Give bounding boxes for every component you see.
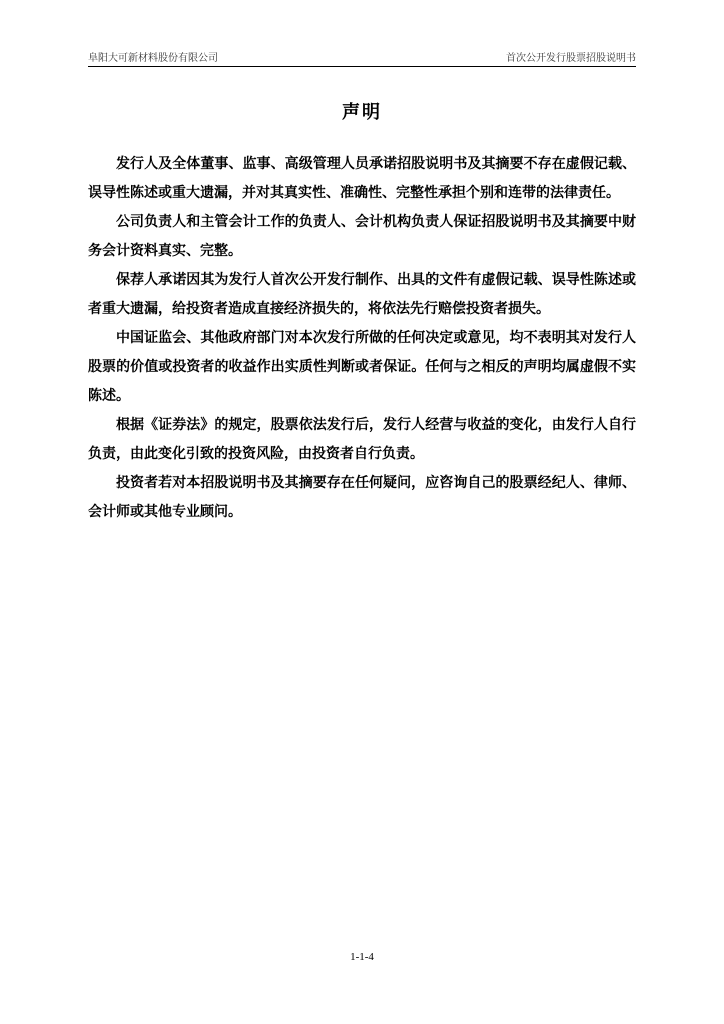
- page-title: 声明: [342, 102, 382, 123]
- statement-body: [88, 150, 636, 527]
- header-company-name: 阜阳大可新材料股份有限公司: [88, 53, 218, 64]
- page-header: [88, 50, 636, 67]
- header-document-title: 首次公开发行股票招股说明书: [506, 53, 636, 64]
- statement-paragraph: 中国证监会、其他政府部门对本次发行所做的任何决定或意见，均不表明其对发行人股票的价值或投资者的收益作出实质性判断或者保证。任何与之相反的声明均属虚假不实陈述。: [88, 330, 636, 404]
- statement-paragraph: 投资者若对本招股说明书及其摘要存在任何疑问，应咨询自己的股票经纪人、律师、会计师或其他专业顾问。: [88, 475, 636, 520]
- page-number: 1-1-4: [350, 951, 374, 963]
- statement-paragraph: 保荐人承诺因其为发行人首次公开发行制作、出具的文件有虚假记载、误导性陈述或者重大遗漏，给投资者造成直接经济损失的，将依法先行赔偿投资者损失。: [88, 272, 636, 317]
- statement-paragraph: 发行人及全体董事、监事、高级管理人员承诺招股说明书及其摘要不存在虚假记载、误导性陈述或重大遗漏，并对其真实性、准确性、完整性承担个别和连带的法律责任。: [88, 156, 636, 201]
- statement-paragraph: 公司负责人和主管会计工作的负责人、会计机构负责人保证招股说明书及其摘要中财务会计资料真实、完整。: [88, 214, 636, 259]
- statement-paragraph: 根据《证券法》的规定，股票依法发行后，发行人经营与收益的变化，由发行人自行负责，由此变化引致的投资风险，由投资者自行负责。: [88, 417, 636, 462]
